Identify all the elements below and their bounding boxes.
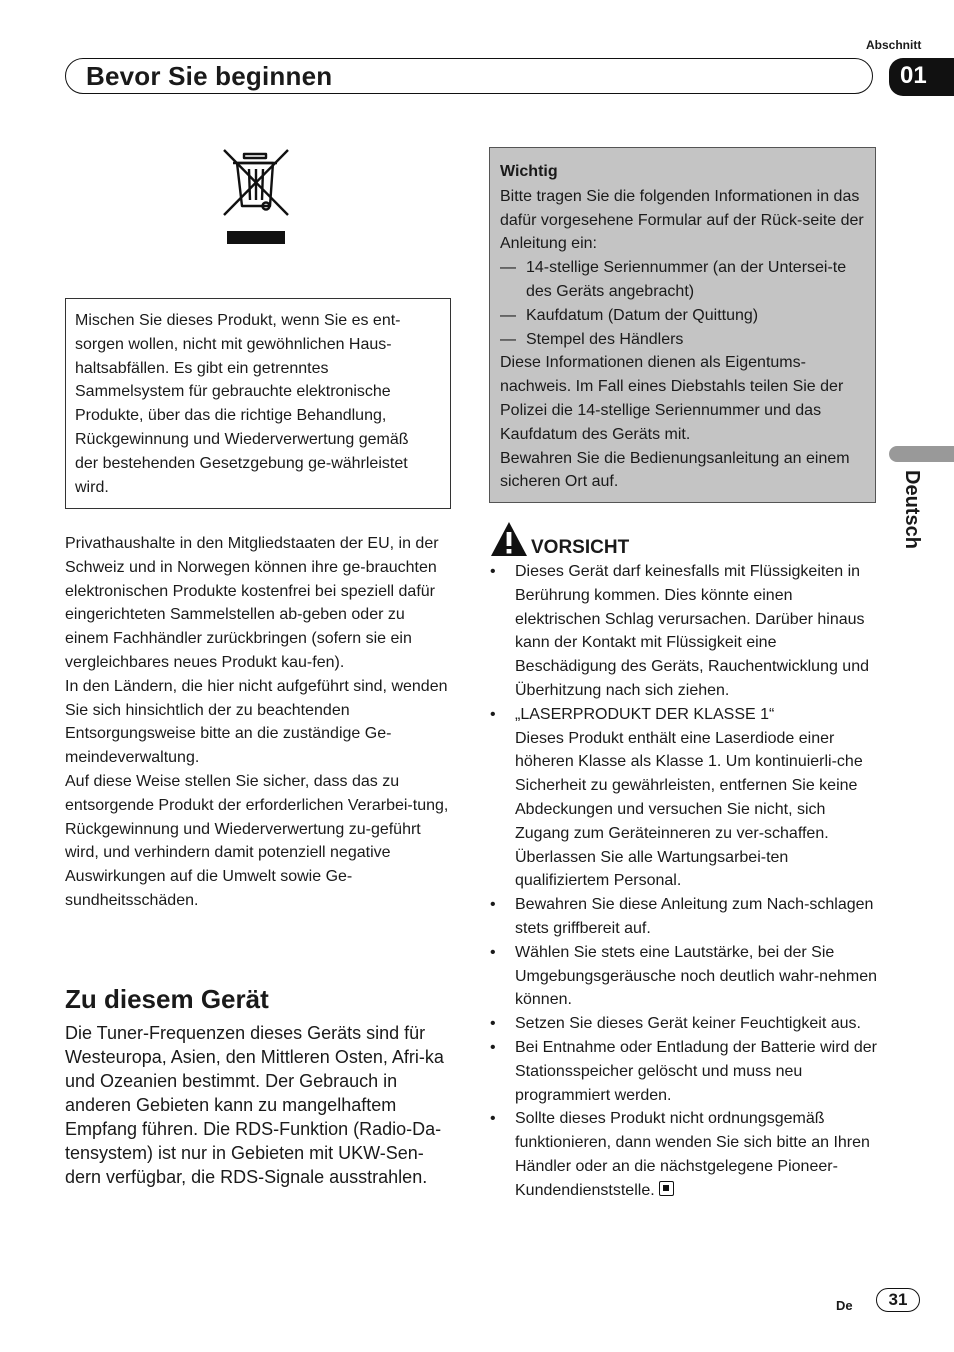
bullet-marker: • bbox=[490, 896, 496, 914]
disposal-paragraph: Auf diese Weise stellen Sie sicher, dass das zu entsorgende Produkt der erforderlichen Verarbei-tung, Rückgewinnung und Wiederverwertung zu-geführt wird, und verhindern damit potenziell negative Auswirkungen auf die Umwelt sowie Ge-sundheitsschäden. bbox=[65, 772, 449, 909]
recycling-notice-box bbox=[65, 298, 451, 509]
crossed-out-wheelie-bin-icon bbox=[220, 146, 292, 246]
list-item bbox=[489, 1107, 877, 1202]
list-item bbox=[489, 560, 877, 703]
caution-title: VORSICHT bbox=[531, 537, 630, 558]
list-item bbox=[489, 1012, 877, 1036]
language-tab: Deutsch bbox=[901, 470, 923, 549]
list-item-text: Stempel des Händlers bbox=[526, 330, 684, 348]
header-bar bbox=[65, 58, 873, 94]
language-tab-bar bbox=[889, 446, 954, 462]
about-device-heading: Zu diesem Gerät bbox=[65, 984, 269, 1014]
list-item bbox=[489, 1036, 877, 1107]
list-item bbox=[500, 304, 867, 328]
bullet-marker: • bbox=[490, 705, 496, 723]
dash-marker: — bbox=[500, 330, 516, 348]
disposal-paragraph: Privathaushalte in den Mitgliedstaaten der EU, in der Schweiz und in Norwegen können ihre ge-brauchten elektronischen Produkte kostenfrei bei speziell dafür eingerichteten Sammelstellen ab-geben oder zu einem Fachhändler zurückbringen (sofern sie ein vergleichbares neues Produkt kau-fen). bbox=[65, 535, 439, 671]
laser-detail-text: Dieses Produkt enthält eine Laserdiode einer höheren Klasse als Klasse 1. Um kontinuierli-che Sicherheit zu gewährleisten, entfernen Sie keine Abdeckungen und versuchen Sie nicht, sich Zugang zum Geräteinneren zu ver-schaffen. Überlassen Sie alle Wartungsarbei-ten qualifiziertem Personal. bbox=[515, 729, 863, 890]
list-item bbox=[489, 703, 877, 893]
page-title: Bevor Sie beginnen bbox=[86, 61, 333, 91]
list-item-text: Setzen Sie dieses Gerät keiner Feuchtigkeit aus. bbox=[515, 1015, 861, 1033]
list-item-text: Kaufdatum (Datum der Quittung) bbox=[526, 306, 759, 324]
bullet-marker: • bbox=[490, 563, 496, 580]
bullet-marker: • bbox=[490, 1038, 496, 1056]
end-of-section-icon bbox=[659, 1181, 674, 1196]
list-item bbox=[489, 893, 877, 941]
section-label: Abschnitt bbox=[866, 38, 922, 52]
list-item-text: 14-stellige Seriennummer (an der Untersei-te des Geräts angebracht) bbox=[526, 259, 847, 300]
disposal-paragraph: In den Ländern, die hier nicht aufgeführt sind, wenden Sie sich hinsichtlich der zu beachtenden Entsorgungsweise bitte an die zuständige Ge-meindeverwaltung. bbox=[65, 677, 448, 767]
dash-marker: — bbox=[500, 306, 516, 324]
bullet-marker: • bbox=[490, 1110, 496, 1128]
caution-list bbox=[489, 560, 877, 1203]
important-paragraph: Bewahren Sie die Bedienungsanleitung an einem sicheren Ort auf. bbox=[500, 449, 850, 491]
bullet-marker: • bbox=[490, 1015, 496, 1033]
list-item-text: Dieses Gerät darf keinesfalls mit Flüssigkeiten in Berührung kommen. Dies könnte einen elektrischen Schlag verursachen. Darüber hinaus kann der Kontakt mit Flüssigkeit eine Beschädigung des Geräts, Rauchentwicklung und Überhitzung nach sich ziehen. bbox=[515, 563, 869, 699]
list-item-text: „LASERPRODUKT DER KLASSE 1“ bbox=[515, 705, 775, 723]
important-title: Wichtig bbox=[500, 163, 558, 180]
list-item-text: Wählen Sie stets eine Lautstärke, bei der Sie Umgebungsgeräusche noch deutlich wahr-nehmen können. bbox=[515, 943, 877, 1009]
about-device-text: Die Tuner-Frequenzen dieses Geräts sind für Westeuropa, Asien, den Mittleren Osten, Afri-ka und Ozeanien bestimmt. Der Gebrauch in anderen Gebieten kann zu mangelhaftem Empfang führen. Die RDS-Funktion (Radio-Da-tensystem) ist nur in Gebieten mit UKW-Sen-dern verfügbar, die RDS-Signale ausstrahlen. bbox=[65, 1023, 444, 1187]
dash-marker: — bbox=[500, 259, 516, 277]
list-item-text: Bei Entnahme oder Entladung der Batterie wird der Stationsspeicher gelöscht und muss neu programmiert werden. bbox=[515, 1038, 877, 1104]
recycling-notice-text: Mischen Sie dieses Produkt, wenn Sie es ent-sorgen wollen, nicht mit gewöhnlichen Haus-haltsabfällen. Es gibt ein getrenntes Sammelsystem für gebrauchte elektronische Produkte, über das die richtige Behandlung, Rückgewinnung und Wiederverwertung gemäß der bestehenden Gesetzgebung ge-währleistet wird. bbox=[75, 312, 409, 496]
list-item-text: Sollte dieses Produkt nicht ordnungsgemäß funktionieren, dann wenden Sie sich bitte an Ihren Händler oder an die nächstgelegene Pioneer-Kundendienststelle. bbox=[515, 1110, 870, 1199]
chapter-number: 01 bbox=[889, 58, 954, 96]
important-box bbox=[489, 147, 876, 503]
page-number: 31 bbox=[876, 1288, 920, 1312]
footer-language: De bbox=[836, 1298, 853, 1313]
important-paragraph: Diese Informationen dienen als Eigentums-nachweis. Im Fall eines Diebstahls teilen Sie der Polizei die 14-stellige Seriennummer und das Kaufdatum des Geräts mit. bbox=[500, 354, 844, 443]
list-item-text-wrapper bbox=[515, 1107, 877, 1202]
disposal-info bbox=[65, 532, 451, 913]
bullet-marker: • bbox=[490, 943, 496, 961]
list-item bbox=[489, 941, 877, 1012]
list-item bbox=[500, 256, 867, 304]
warning-triangle-icon bbox=[489, 520, 529, 560]
list-item-text: Bewahren Sie diese Anleitung zum Nach-schlagen stets griffbereit auf. bbox=[515, 896, 874, 937]
list-item bbox=[500, 328, 867, 352]
important-intro: Bitte tragen Sie die folgenden Informationen in das dafür vorgesehene Formular auf der Rück-seite der Anleitung ein: bbox=[500, 187, 864, 253]
caution-header bbox=[489, 520, 630, 560]
